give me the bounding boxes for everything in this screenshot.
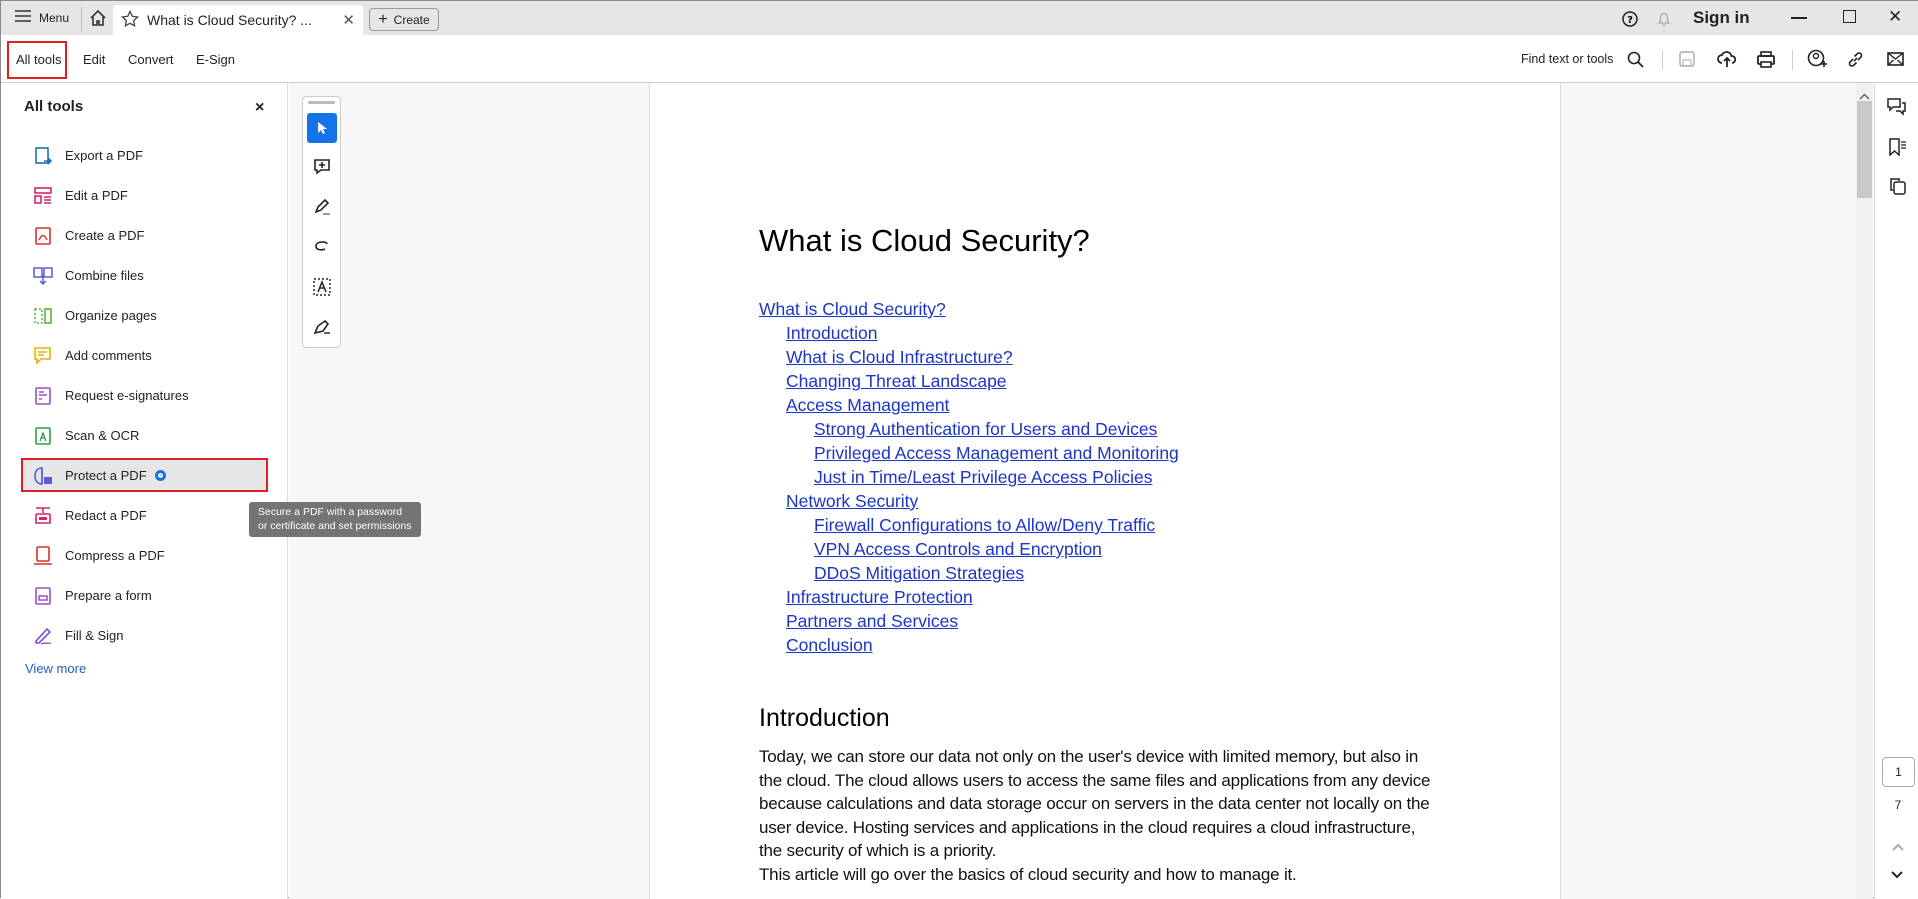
drag-handle[interactable] (308, 101, 335, 104)
tab-title: What is Cloud Security? ... (147, 12, 312, 28)
tab-convert[interactable]: Convert (128, 51, 174, 67)
email-icon[interactable] (1887, 52, 1904, 71)
close-tab-icon[interactable]: ✕ (342, 12, 355, 29)
tool-item-export-a-pdf[interactable] (21, 139, 268, 172)
highlight-tool-icon[interactable] (307, 192, 337, 222)
document-title: What is Cloud Security? (759, 223, 1090, 258)
text-select-tool-icon[interactable] (307, 272, 337, 302)
paragraph-line: Today, we can store our data not only on the user's device with limited memory, but also in (759, 747, 1419, 766)
plus-icon: + (378, 10, 388, 28)
export-icon (33, 146, 53, 166)
tool-label: Create a PDF (65, 228, 145, 243)
tool-label: Prepare a form (65, 588, 152, 603)
section-heading: Introduction (759, 704, 890, 732)
svg-text:?: ? (1627, 15, 1633, 26)
tool-label: Add comments (65, 348, 152, 363)
bell-icon[interactable] (1656, 11, 1672, 32)
toc-link[interactable]: Firewall Configurations to Allow/Deny Traffic (814, 515, 1156, 535)
tool-label: Edit a PDF (65, 188, 128, 203)
tool-item-compress-a-pdf[interactable] (21, 539, 268, 572)
tool-label: Organize pages (65, 308, 157, 323)
compress-icon (33, 546, 53, 566)
select-tool-button[interactable] (307, 113, 337, 143)
divider (1792, 50, 1793, 70)
sign-tool-icon[interactable] (307, 312, 337, 342)
comments-icon[interactable] (1887, 98, 1907, 121)
view-more-link[interactable]: View more (25, 661, 87, 676)
panel-title: All tools (24, 98, 84, 115)
page-total: 7 (1894, 798, 1902, 812)
tooltip: Secure a PDF with a password or certificate and set permissions (249, 502, 421, 537)
tool-label: Export a PDF (65, 148, 144, 163)
hamburger-icon (15, 10, 31, 25)
close-window-button[interactable]: ✕ (1888, 7, 1903, 26)
toc-link[interactable]: Network Security (786, 491, 919, 511)
tool-item-create-a-pdf[interactable] (21, 219, 268, 252)
tool-label: Compress a PDF (65, 548, 165, 563)
vertical-scrollbar[interactable] (1856, 83, 1873, 899)
toc-link[interactable]: Just in Time/Least Privilege Access Policies (814, 467, 1153, 487)
divider (1662, 50, 1663, 70)
link-icon[interactable] (1847, 51, 1864, 73)
save-icon[interactable] (1679, 51, 1695, 72)
document-tab[interactable] (113, 5, 363, 35)
form-icon (33, 586, 53, 606)
comment-icon (33, 346, 53, 366)
help-icon[interactable] (1622, 11, 1638, 32)
premium-badge-icon (155, 470, 166, 481)
tab-e-sign[interactable]: E-Sign (196, 51, 236, 67)
create-icon (33, 226, 53, 246)
pages-icon[interactable] (1889, 177, 1907, 200)
scan-icon (33, 426, 53, 446)
toc-link[interactable]: VPN Access Controls and Encryption (814, 539, 1102, 559)
close-panel-icon[interactable]: × (255, 99, 265, 116)
draw-tool-icon[interactable] (307, 232, 337, 262)
tool-label: Request e-signatures (65, 388, 189, 403)
tab-edit[interactable]: Edit (83, 51, 106, 67)
tool-label: Protect a PDF (65, 468, 147, 483)
tool-item-request-e-signatures[interactable] (21, 379, 268, 412)
quick-tools-strip (302, 96, 341, 348)
toc-link[interactable]: Conclusion (786, 635, 873, 655)
share-user-icon[interactable] (1807, 49, 1827, 74)
organize-icon (33, 306, 53, 326)
paragraph-line: the cloud. The cloud allows users to access the same files and applications from any device (759, 770, 1431, 790)
intro-paragraph (759, 745, 1430, 886)
home-icon[interactable] (89, 9, 107, 32)
tool-item-protect-a-pdf[interactable] (21, 459, 268, 492)
paragraph-line: because calculations and data storage occur on servers in the data center not locally on the (759, 794, 1430, 813)
minimize-button[interactable] (1791, 17, 1807, 19)
find-text-button[interactable]: Find text or tools (1521, 52, 1614, 66)
tool-label: Scan & OCR (65, 428, 140, 443)
restore-button[interactable] (1843, 10, 1856, 23)
bookmarks-icon[interactable] (1888, 138, 1908, 161)
toc-link[interactable]: Strong Authentication for Users and Devices (814, 419, 1158, 439)
tool-label: Combine files (65, 268, 144, 283)
toc-link[interactable]: DDoS Mitigation Strategies (814, 563, 1025, 583)
star-icon[interactable] (121, 10, 139, 31)
paragraph-line: user device. Hosting services and applications in the cloud requires a cloud infrastructure, (759, 817, 1416, 837)
tool-item-add-comments[interactable] (21, 339, 268, 372)
toc-link[interactable]: Privileged Access Management and Monitoring (814, 443, 1179, 463)
toc-link[interactable]: What is Cloud Security? (759, 299, 946, 319)
sign-in-button[interactable]: Sign in (1693, 8, 1750, 27)
toc-link[interactable]: Access Management (786, 395, 950, 415)
paragraph-line: the security of which is a priority. (759, 841, 997, 860)
tool-label: Fill & Sign (65, 628, 124, 643)
combine-icon (33, 266, 53, 286)
tool-item-prepare-a-form[interactable] (21, 579, 268, 612)
tool-item-fill-sign[interactable] (21, 619, 268, 652)
tool-label: Redact a PDF (65, 508, 147, 523)
protect-icon (33, 466, 53, 486)
print-icon[interactable] (1757, 51, 1775, 73)
edit-icon (33, 186, 53, 206)
scrollbar-thumb[interactable] (1857, 101, 1872, 198)
toc-link[interactable]: Infrastructure Protection (786, 587, 973, 607)
redact-icon (33, 506, 53, 526)
toc-link[interactable]: What is Cloud Infrastructure? (786, 347, 1013, 367)
signature-icon (33, 386, 53, 406)
add-comment-tool-icon[interactable] (307, 152, 337, 182)
tool-item-redact-a-pdf[interactable] (21, 499, 268, 532)
tool-item-combine-files[interactable] (21, 259, 268, 292)
upload-cloud-icon[interactable] (1717, 50, 1737, 73)
tab-all-tools[interactable]: All tools (16, 51, 62, 67)
next-page-button[interactable] (1890, 867, 1904, 885)
create-button[interactable]: + Create (369, 8, 439, 31)
menu-label: Menu (39, 10, 70, 25)
previous-page-button[interactable] (1891, 839, 1905, 857)
toc-link[interactable]: Introduction (786, 323, 878, 343)
fill-sign-icon (33, 626, 53, 646)
page-number-input[interactable]: 1 (1882, 757, 1915, 787)
paragraph-line: This article will go over the basics of cloud security and how to manage it. (759, 864, 1297, 884)
search-icon[interactable] (1627, 51, 1644, 73)
menu-button[interactable] (15, 10, 69, 25)
toc-link[interactable]: Partners and Services (786, 611, 959, 631)
tool-item-edit-a-pdf[interactable] (21, 179, 268, 212)
toc-link[interactable]: Changing Threat Landscape (786, 371, 1007, 391)
divider (81, 7, 82, 31)
tool-item-scan-ocr[interactable] (21, 419, 268, 452)
tool-item-organize-pages[interactable] (21, 299, 268, 332)
